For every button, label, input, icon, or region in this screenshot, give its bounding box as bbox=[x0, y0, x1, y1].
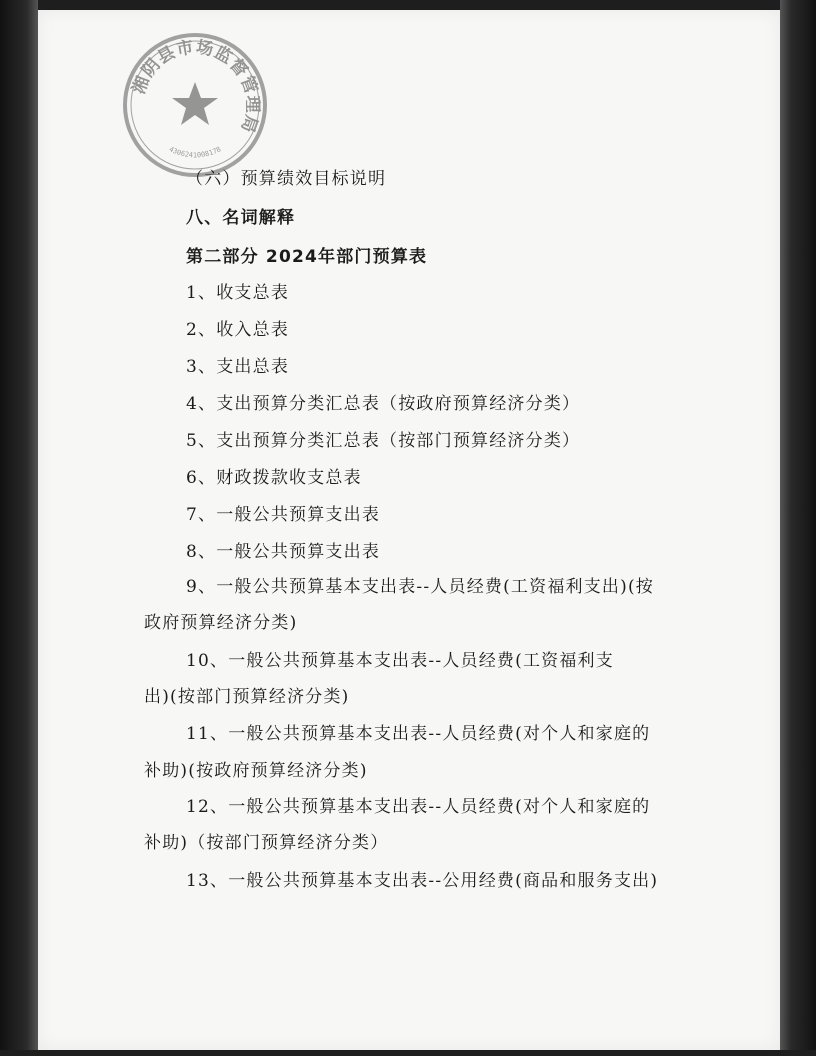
list-item: 9、一般公共预算基本支出表--人员经费(工资福利支出)(按 bbox=[186, 577, 655, 597]
list-item-continued: 出)(按部门预算经济分类) bbox=[144, 687, 350, 707]
official-seal bbox=[120, 30, 270, 180]
part-two-heading: 第二部分 2024年部门预算表 bbox=[186, 247, 428, 267]
list-item: 8、一般公共预算支出表 bbox=[186, 542, 381, 562]
section-glossary: 八、名词解释 bbox=[186, 208, 296, 228]
scan-bottom-edge bbox=[0, 1050, 816, 1056]
scan-top-edge bbox=[0, 0, 816, 10]
seal-text: 湘阴县市场监督管理局 bbox=[129, 37, 263, 136]
list-item: 13、一般公共预算基本支出表--公用经费(商品和服务支出) bbox=[186, 871, 659, 891]
list-item: 3、支出总表 bbox=[186, 357, 290, 377]
list-item-continued: 政府预算经济分类) bbox=[144, 613, 298, 633]
list-item-continued: 补助)(按政府预算经济分类) bbox=[144, 761, 368, 781]
scan-right-edge bbox=[780, 0, 816, 1056]
list-item: 11、一般公共预算基本支出表--人员经费(对个人和家庭的 bbox=[186, 724, 651, 744]
star-icon bbox=[172, 82, 218, 125]
list-item: 6、财政拨款收支总表 bbox=[186, 468, 362, 488]
list-item: 4、支出预算分类汇总表（按政府预算经济分类） bbox=[186, 394, 581, 414]
list-item: 5、支出预算分类汇总表（按部门预算经济分类） bbox=[186, 431, 581, 451]
list-item: 10、一般公共预算基本支出表--人员经费(工资福利支 bbox=[186, 651, 614, 671]
list-item: 2、收入总表 bbox=[186, 320, 290, 340]
scan-left-edge bbox=[0, 0, 38, 1056]
list-item: 7、一般公共预算支出表 bbox=[186, 505, 381, 525]
list-item-continued: 补助)（按部门预算经济分类） bbox=[144, 833, 389, 853]
item-budget-performance-goals: （六）预算绩效目标说明 bbox=[186, 169, 387, 189]
list-item: 1、收支总表 bbox=[186, 283, 290, 303]
list-item: 12、一般公共预算基本支出表--人员经费(对个人和家庭的 bbox=[186, 797, 651, 817]
seal-number: 4306241008178 bbox=[167, 145, 223, 160]
